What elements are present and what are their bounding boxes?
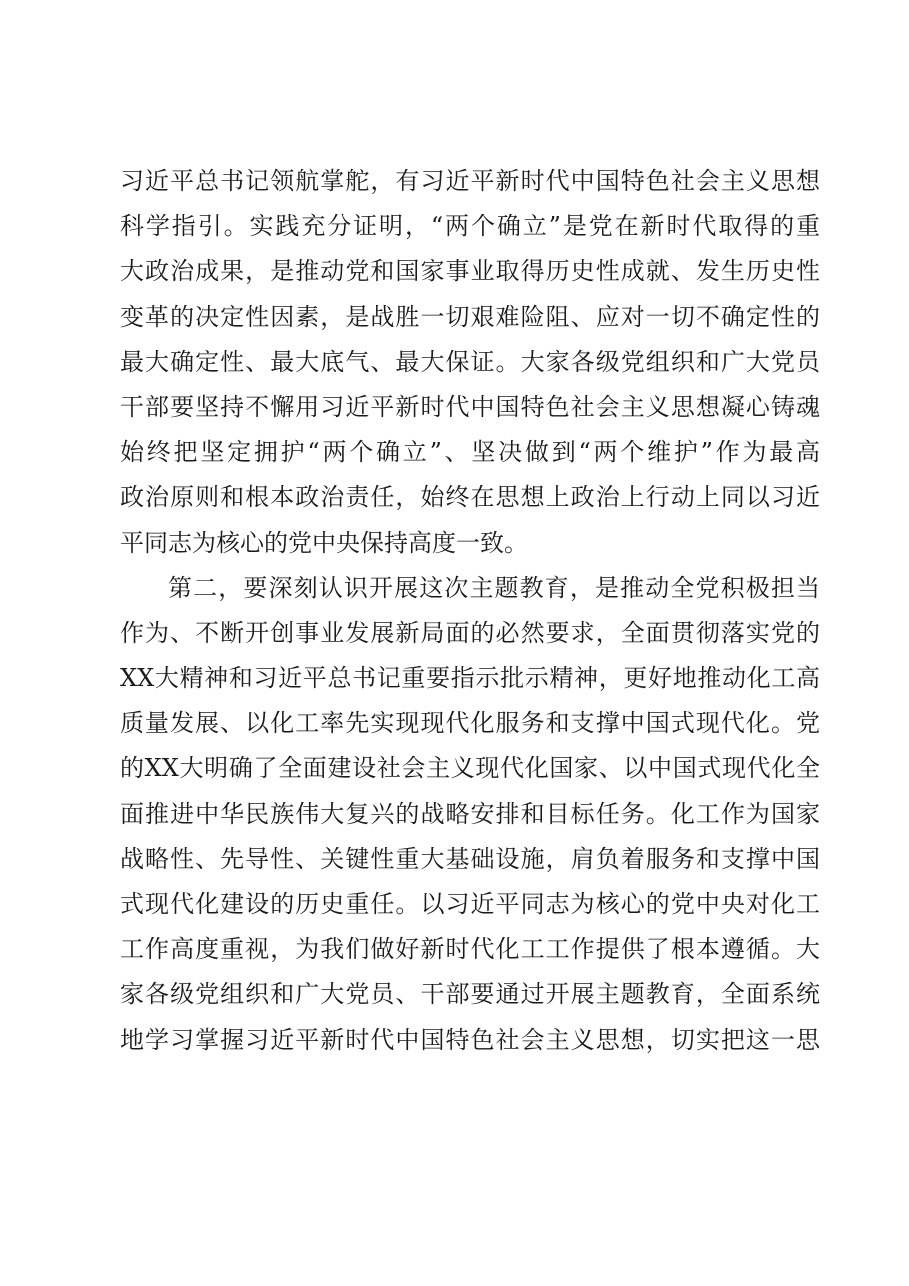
paragraph-2-line-8: 式现代化建设的历史重任。以习近平同志为核心的党中央对化工 xyxy=(120,890,820,918)
paragraph-2-line-6: 面推进中华民族伟大复兴的战略安排和目标任务。化工作为国家 xyxy=(120,799,820,828)
paragraph-1-line-4: 变革的决定性因素，是战胜一切艰难险阻、应对一切不确定性的 xyxy=(120,302,820,331)
paragraph-1-line-7: 始终把坚定拥护“两个确立”、坚决做到“两个维护”作为最高 xyxy=(120,438,820,467)
paragraph-2-line-10: 家各级党组织和广大党员、干部要通过开展主题教育，全面系统 xyxy=(120,980,820,1009)
paragraph-2-line-3: XX大精神和习近平总书记重要指示批示精神，更好地推动化工高 xyxy=(120,664,820,693)
paragraph-1-line-2: 科学指引。实践充分证明，“两个确立”是党在新时代取得的重 xyxy=(120,212,820,241)
paragraph-1-line-9: 平同志为核心的党中央保持高度一致。 xyxy=(120,528,528,557)
paragraph-1-line-1: 习近平总书记领航掌舵，有习近平新时代中国特色社会主义思想 xyxy=(120,167,820,195)
paragraph-2-line-5: 的XX大明确了全面建设社会主义现代化国家、以中国式现代化全 xyxy=(120,754,820,783)
paragraph-1-line-3: 大政治成果，是推动党和国家事业取得历史性成就、发生历史性 xyxy=(120,257,820,286)
paragraph-1-line-5: 最大确定性、最大底气、最大保证。大家各级党组织和广大党员 xyxy=(120,347,820,376)
paragraph-1-line-6: 干部要坚持不懈用习近平新时代中国特色社会主义思想凝心铸魂 xyxy=(120,392,820,421)
paragraph-2-line-4: 质量发展、以化工率先实现现代化服务和支撑中国式现代化。党 xyxy=(120,709,820,738)
paragraph-1-line-8: 政治原则和根本政治责任，始终在思想上政治上行动上同以习近 xyxy=(120,483,820,512)
paragraph-2-line-11: 地学习掌握习近平新时代中国特色社会主义思想，切实把这一思 xyxy=(120,1025,820,1054)
paragraph-2-line-7: 战略性、先导性、关键性重大基础设施，肩负着服务和支撑中国 xyxy=(120,844,820,873)
paragraph-2-line-9: 工作高度重视，为我们做好新时代化工工作提供了根本遵循。大 xyxy=(120,935,820,964)
paragraph-2-line-1: 第二，要深刻认识开展这次主题教育，是推动全党积极担当 xyxy=(168,573,820,602)
document-body xyxy=(120,159,820,1063)
paragraph-2-line-2: 作为、不断开创事业发展新局面的必然要求，全面贯彻落实党的 xyxy=(120,618,820,647)
